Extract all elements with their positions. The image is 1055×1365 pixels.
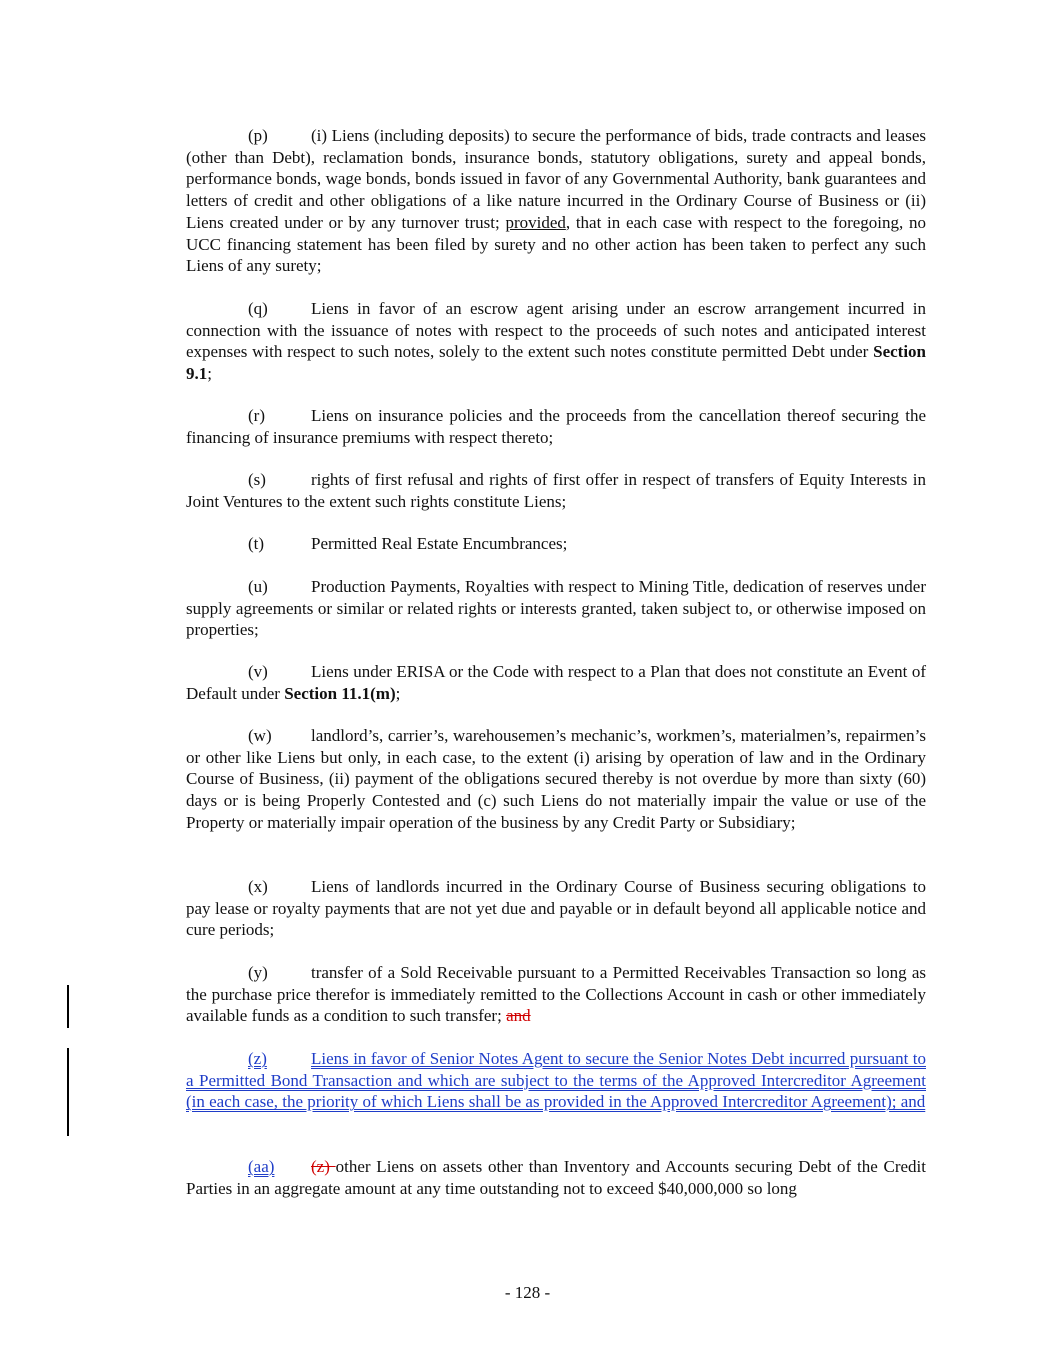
clause-label: (q) xyxy=(248,299,268,318)
clause-label: (r) xyxy=(248,406,265,425)
clause-text: (i) Liens (including deposits) to secure the performance of bids, trade contracts and leases (other than Debt), reclamation bonds, insurance bonds, statutory obligations, surety and appeal bonds, performance bonds, wage bonds, bonds issued in favor of any Governmental Authority, bank guarantees and letters of credit and other obligations of a like nature incurred in the Ordinary Course of Business or (ii) Liens created under or by any turnover trust; xyxy=(186,126,926,232)
clause-label: (y) xyxy=(248,963,268,982)
inserted-text: Liens in favor of Senior Notes Agent to secure the Senior Notes Debt incurred pursuant to a Permitted Bond Transaction and which are subject to the terms of the Approved Intercreditor Agreement (in each case, the priority of which Liens shall be as provided in the Approved Intercreditor Agreement); and xyxy=(186,1049,926,1112)
clause-text: Liens on insurance policies and the proceeds from the cancellation thereof securing the financing of insurance premiums with respect thereto; xyxy=(186,406,926,447)
clause-t xyxy=(186,533,926,555)
clause-text: Production Payments, Royalties with respect to Mining Title, dedication of reserves under supply agreements or similar or related rights or interests granted, taken subject to, or otherwise imposed on properties; xyxy=(186,577,926,640)
clause-aa xyxy=(186,1156,926,1199)
clause-text: transfer of a Sold Receivable pursuant to a Permitted Receivables Transaction so long as the purchase price therefor is immediately remitted to the Collections Account in cash or other immediately available funds as a condition to such transfer; xyxy=(186,963,926,1026)
clause-s xyxy=(186,469,926,512)
clause-y xyxy=(186,962,926,1027)
clause-text-cont: ; xyxy=(395,683,401,703)
deleted-label: (z) xyxy=(311,1157,336,1176)
clause-r xyxy=(186,405,926,448)
clause-u xyxy=(186,576,926,641)
change-bar xyxy=(67,1048,69,1136)
clause-text: landlord’s, carrier’s, warehousemen’s mechanic’s, workmen’s, materialmen’s, repairmen’s or other like Liens but only, in each case, to the extent (i) arising by operation of law and in the Ordinary Course of Business, (ii) payment of the obligations secured thereby is not overdue by more than sixty (60) days or is being Properly Contested and (c) such Liens do not materially impair the value or use of the Property or materially impair operation of the business by any Credit Party or Subsidiary; xyxy=(186,726,926,832)
clause-text: Permitted Real Estate Encumbrances; xyxy=(311,534,568,553)
clause-v xyxy=(186,661,926,704)
section-reference: Section 9.1 xyxy=(186,342,926,384)
clause-text: Liens under ERISA or the Code with respect to a Plan that does not constitute an Event of Default under xyxy=(186,662,926,703)
deleted-text: and xyxy=(506,1006,531,1026)
clause-label: (v) xyxy=(248,662,268,681)
change-bar xyxy=(67,985,69,1028)
clause-z xyxy=(186,1048,926,1113)
page-number: - 128 - xyxy=(504,1283,551,1302)
clause-label: (s) xyxy=(248,470,266,489)
clause-label: (p) xyxy=(248,126,268,145)
clause-text-cont: ; xyxy=(207,364,212,384)
inserted-label: (z) xyxy=(248,1049,267,1068)
clause-label: (w) xyxy=(248,726,272,745)
provided-term: provided xyxy=(505,212,566,232)
clause-w xyxy=(186,725,926,834)
section-reference: Section 11.1(m) xyxy=(284,683,396,703)
clause-q xyxy=(186,298,926,385)
clause-text: Liens in favor of an escrow agent arising under an escrow arrangement incurred in connection with the issuance of notes with respect to the proceeds of such notes and anticipated interest expenses with respect to such notes, solely to the extent such notes constitute permitted Debt under xyxy=(186,299,926,362)
clause-label: (t) xyxy=(248,534,265,553)
clause-label: (u) xyxy=(248,577,268,596)
clause-label: (x) xyxy=(248,877,268,896)
clause-text: other Liens on assets other than Inventory and Accounts securing Debt of the Credit Parties in an aggregate amount at any time outstanding not to exceed $40,000,000 so long xyxy=(186,1157,926,1198)
clause-p xyxy=(186,125,926,277)
clause-text: Liens of landlords incurred in the Ordinary Course of Business securing obligations to pay lease or royalty payments that are not yet due and payable or in default beyond all applicable notice and cure periods; xyxy=(186,877,926,940)
clause-text: rights of first refusal and rights of first offer in respect of transfers of Equity Interests in Joint Ventures to the extent such rights constitute Liens; xyxy=(186,470,926,511)
clause-x xyxy=(186,876,926,941)
inserted-label: (aa) xyxy=(248,1157,275,1176)
clause-text-cont: , that in each case with respect to the foregoing, no UCC financing statement has been filed by surety and no other action has been taken to perfect any such Liens of any surety; xyxy=(186,212,926,276)
